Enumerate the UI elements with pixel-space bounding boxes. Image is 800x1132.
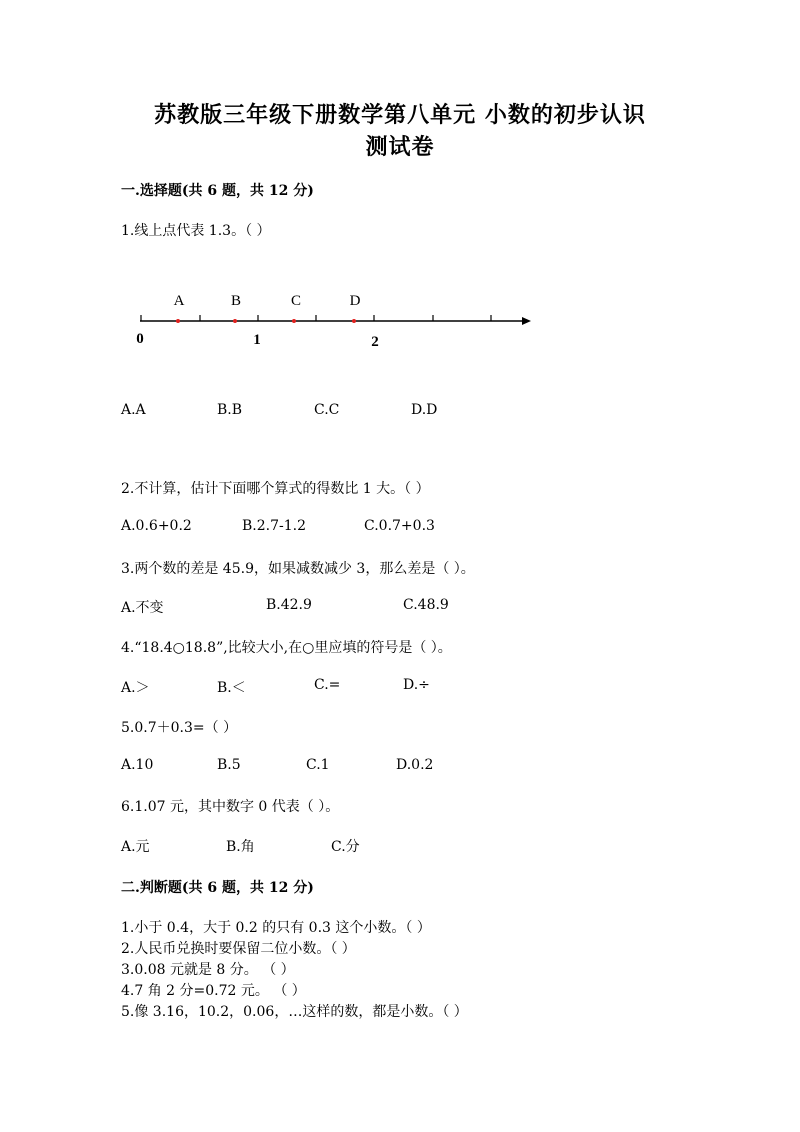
number-line-figure	[130, 286, 550, 356]
point-label-d: D	[349, 293, 361, 309]
q6-option-b: B.角	[226, 839, 255, 855]
question-2: 2.不计算，估计下面哪个算式的得数比 1 大。（ ）	[121, 481, 430, 497]
q4-option-a: A.＞	[121, 680, 150, 696]
q2-option-b: B.2.7-1.2	[242, 518, 306, 534]
point-c	[292, 319, 296, 323]
judge-item-3: 3.0.08 元就是 8 分。 （ ）	[121, 962, 295, 978]
point-a	[176, 319, 180, 323]
question-4: 4.“18.4○18.8”,比较大小,在○里应填的符号是（ ）。	[121, 640, 452, 656]
q6-option-c: C.分	[331, 839, 360, 855]
q5-option-c: C.1	[306, 757, 330, 773]
point-b	[233, 319, 237, 323]
q4-option-c: C.=	[314, 677, 341, 693]
q3-option-c: C.48.9	[403, 597, 449, 613]
tick-label-0: 0	[136, 331, 144, 347]
point-d	[352, 319, 356, 323]
section2-heading: 二.判断题(共 6 题，共 12 分)	[121, 880, 314, 896]
q1-option-b: B.B	[217, 402, 243, 418]
q2-option-c: C.0.7+0.3	[364, 518, 435, 534]
q6-option-a: A.元	[121, 839, 150, 855]
question-6: 6.1.07 元，其中数字 0 代表（ ）。	[121, 799, 340, 815]
question-5: 5.0.7＋0.3=（ ）	[121, 720, 238, 736]
q5-option-a: A.10	[121, 757, 154, 773]
judge-item-2: 2.人民币兑换时要保留二位小数。（ ）	[121, 941, 356, 957]
point-label-c: C	[290, 293, 302, 309]
q1-option-c: C.C	[314, 402, 340, 418]
question-3: 3.两个数的差是 45.9，如果减数减少 3，那么差是（ ）。	[121, 561, 475, 577]
point-label-a: A	[173, 293, 185, 309]
q1-option-a: A.A	[121, 402, 146, 418]
q3-option-b: B.42.9	[266, 597, 312, 613]
question-1: 1.线上点代表 1.3。（ ）	[121, 223, 271, 239]
tick-label-2: 2	[371, 334, 379, 350]
tick-label-1: 1	[253, 332, 261, 348]
q5-option-b: B.5	[217, 757, 241, 773]
page-title: 苏教版三年级下册数学第八单元 小数的初步认识	[154, 102, 646, 128]
judge-item-4: 4.7 角 2 分=0.72 元。 （ ）	[121, 983, 306, 999]
section1-heading: 一.选择题(共 6 题，共 12 分)	[121, 183, 314, 199]
q4-option-b: B.＜	[217, 680, 246, 696]
q4-option-d: D.÷	[403, 677, 430, 693]
page-title-line2: 测试卷	[365, 134, 435, 160]
judge-item-5: 5.像 3.16，10.2，0.06，…这样的数，都是小数。（ ）	[121, 1004, 468, 1020]
judge-item-1: 1.小于 0.4，大于 0.2 的只有 0.3 这个小数。（ ）	[121, 920, 431, 936]
q1-option-d: D.D	[411, 402, 438, 418]
q2-option-a: A.0.6+0.2	[121, 518, 192, 534]
q3-option-a: A.不变	[121, 600, 164, 616]
number-line-arrow	[522, 317, 531, 325]
point-label-b: B	[230, 293, 242, 309]
q5-option-d: D.0.2	[396, 757, 434, 773]
